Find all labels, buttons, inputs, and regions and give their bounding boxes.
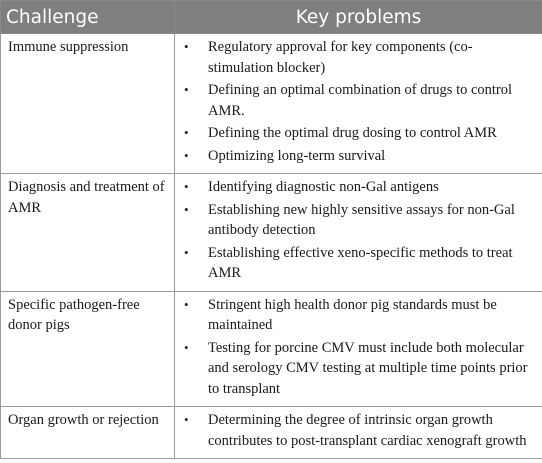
- problem-list: [181, 37, 536, 166]
- bullet-icon: •: [184, 201, 189, 217]
- problems-cell: [175, 34, 542, 174]
- bullet-icon: •: [184, 147, 189, 163]
- table-row: [1, 34, 542, 174]
- table-header: [1, 1, 542, 34]
- problem-text: Determining the degree of intrinsic organ growth contributes to post-transplant cardiac xenograft growth: [208, 412, 527, 449]
- table-row: [1, 174, 542, 292]
- problem-list: [181, 410, 536, 451]
- list-item: [181, 200, 536, 241]
- problems-cell: [175, 407, 542, 459]
- list-item: [181, 146, 536, 167]
- table-row: [1, 407, 542, 459]
- problem-text: Establishing new highly sensitive assays for non-Gal antibody detection: [208, 201, 515, 238]
- list-item: [181, 177, 536, 198]
- bullet-icon: •: [184, 82, 189, 97]
- bullet-icon: •: [184, 39, 189, 54]
- list-item: [181, 410, 536, 451]
- challenge-cell: Diagnosis and treatment of AMR: [1, 174, 175, 292]
- problem-text: Establishing effective xeno-specific methods to treat AMR: [208, 244, 513, 281]
- problem-text: Defining the optimal drug dosing to control AMR: [208, 125, 497, 141]
- problem-text: Regulatory approval for key components (co-stimulation blocker): [208, 39, 473, 76]
- problems-cell: [175, 291, 542, 407]
- challenge-cell: Organ growth or rejection: [1, 407, 175, 459]
- challenge-cell: Specific pathogen-free donor pigs: [1, 291, 175, 407]
- challenge-cell: Immune suppression: [1, 34, 175, 174]
- problem-text: Stringent high health donor pig standards must be maintained: [208, 296, 497, 333]
- problem-text: Testing for porcine CMV must include both molecular and serology CMV testing at multiple time points prior to transplant: [208, 339, 528, 397]
- list-item: [181, 80, 536, 121]
- header-challenge: Challenge: [1, 1, 175, 34]
- bullet-icon: •: [184, 339, 189, 355]
- bullet-icon: •: [184, 125, 189, 140]
- problem-text: Optimizing long-term survival: [208, 147, 386, 164]
- list-item: [181, 243, 536, 284]
- list-item: [181, 338, 536, 400]
- bullet-icon: •: [184, 296, 189, 312]
- problem-text: Identifying diagnostic non-Gal antigens: [208, 179, 439, 195]
- table-row: [1, 291, 542, 407]
- problems-cell: [175, 174, 542, 292]
- problem-list: [181, 177, 536, 284]
- header-key-problems: Key problems: [175, 1, 542, 34]
- bullet-icon: •: [184, 179, 189, 194]
- bullet-icon: •: [184, 412, 189, 427]
- problem-list: [181, 295, 536, 400]
- bullet-icon: •: [184, 244, 189, 260]
- list-item: [181, 295, 536, 336]
- list-item: [181, 123, 536, 144]
- problem-text: Defining an optimal combination of drugs to control AMR.: [208, 82, 513, 119]
- list-item: [181, 37, 536, 78]
